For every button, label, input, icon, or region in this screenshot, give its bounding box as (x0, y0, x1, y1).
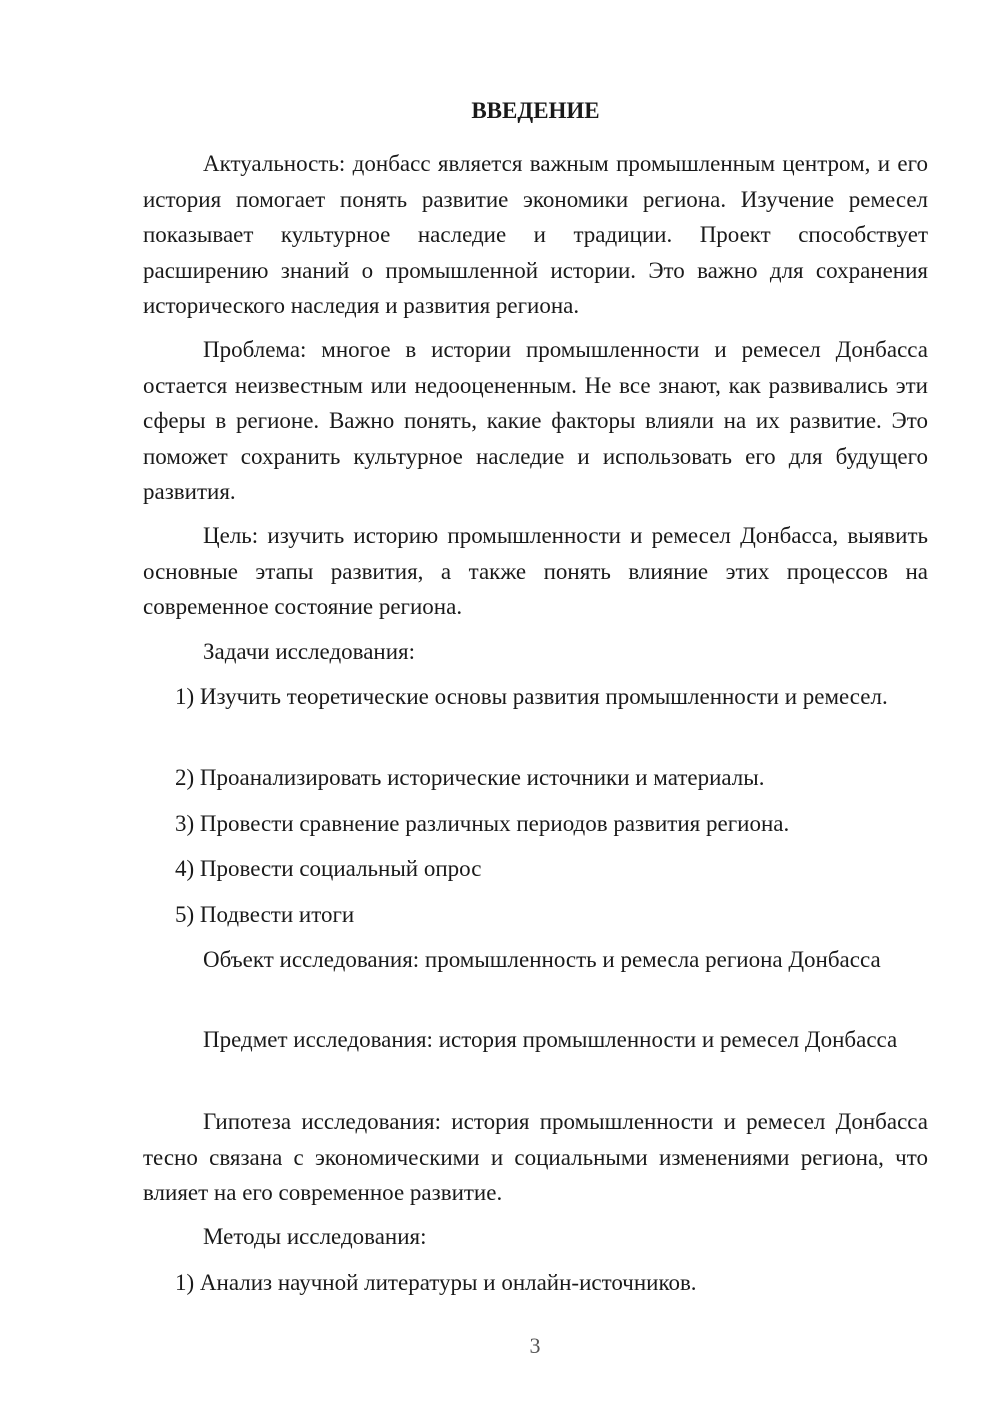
subject-paragraph: Предмет исследования: история промышленности и ремесел Донбасса (203, 1027, 898, 1052)
task-item-2: 2) Проанализировать исторические источники и материалы. (175, 765, 765, 790)
hypothesis-paragraph: Гипотеза исследования: история промышленности и ремесел Донбасса тесно связана с экономическими и социальными изменениями региона, что влияет на его современное развитие. (143, 1109, 928, 1205)
problem-paragraph: Проблема: многое в истории промышленности и ремесел Донбасса остается неизвестным или недооцененным. Не все знают, как развивались эти сферы в регионе. Важно понять, какие факторы влияли на их развитие. Это поможет сохранить культурное наследие и использовать его для будущего развития. (143, 337, 928, 504)
task-item-3: 3) Провести сравнение различных периодов развития региона. (175, 811, 790, 836)
task-item-5: 5) Подвести итоги (175, 902, 355, 927)
tasks-heading: Задачи исследования: (203, 639, 416, 664)
task-item-4: 4) Провести социальный опрос (175, 856, 482, 881)
page-title: ВВЕДЕНИЕ (471, 98, 600, 123)
method-item-1: 1) Анализ научной литературы и онлайн-источников. (175, 1270, 697, 1295)
object-paragraph: Объект исследования: промышленность и ремесла региона Донбасса (203, 947, 881, 972)
relevance-paragraph: Актуальность: донбасс является важным промышленным центром, и его история помогает понять развитие экономики региона. Изучение ремесел показывает культурное наследие и традиции. Проект способствует расширению знаний о промышленной истории. Это важно для сохранения исторического наследия и развития региона. (143, 151, 928, 318)
goal-paragraph: Цель: изучить историю промышленности и ремесел Донбасса, выявить основные этапы развития, а также понять влияние этих процессов на современное состояние региона. (143, 523, 928, 619)
page-number: 3 (529, 1333, 541, 1358)
task-item-1: 1) Изучить теоретические основы развития промышленности и ремесел. (175, 684, 888, 709)
methods-heading: Методы исследования: (203, 1224, 427, 1249)
